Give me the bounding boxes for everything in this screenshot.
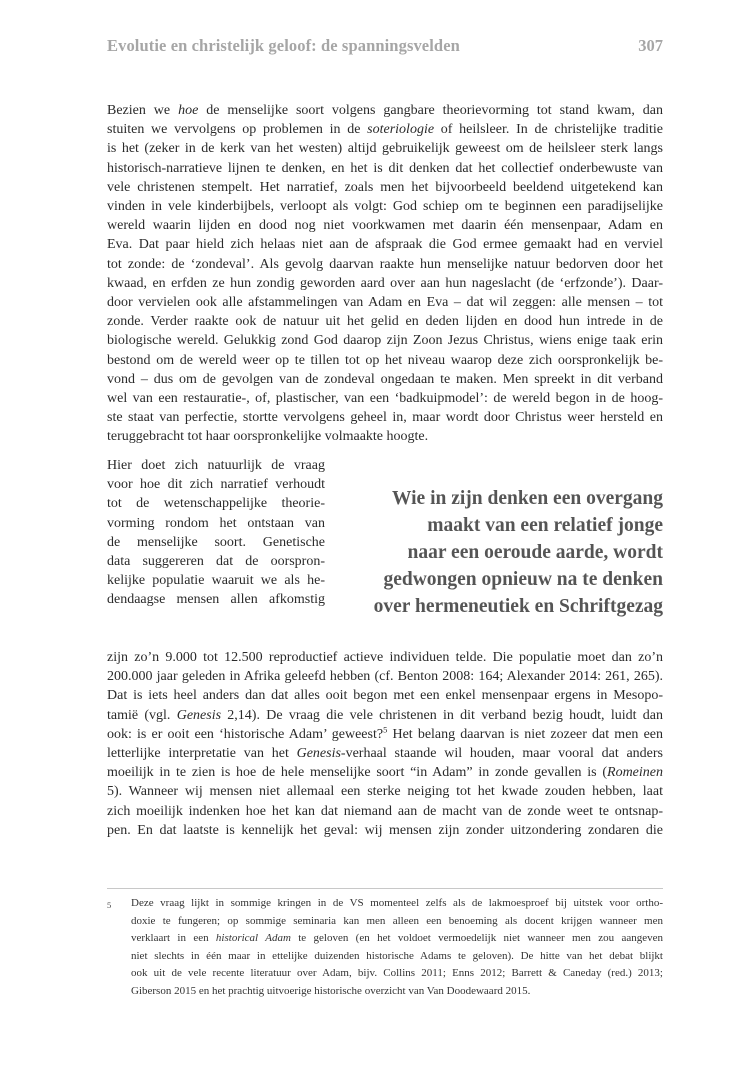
pull-quote-line: naar een oeroude aarde, wordt <box>407 542 663 563</box>
pull-quote <box>345 487 663 627</box>
text-line: moeilijk in te zien is hoe de hele menselijke soort “in Adam” in zonde gevallen is (Romeinen <box>107 765 663 781</box>
text-line: Bezien we hoe de menselijke soort volgens gangbare theorievorming tot stand kwam, dan <box>107 103 663 118</box>
footnote-line: Giberson 2015 en het prachtig uitvoerige historische overzicht van Van Doodewaard 2015. <box>131 985 531 997</box>
text-line: wereld waarin lijden en dood nog niet voorkwamen met daarin één mensenpaar, Adam en <box>107 218 663 234</box>
page-number: 307 <box>638 36 663 55</box>
text-line: data suggereren dat de oorspron- <box>107 554 325 569</box>
footnote-line: doxie te fungeren; op sommige seminaria kan men alleen een benoeming als docent krijgen wanneer men <box>131 914 663 927</box>
text-line: zich moeilijk indenken hoe het kan dat niemand aan de macht van de zonde weet te ontsnap- <box>107 803 663 819</box>
footnote-line: verklaart in een historical Adam te geloven (en het voldoet vermoedelijk niet wanneer men zou aangeven <box>131 932 664 945</box>
text-line: vond – dus om de gevolgen van de zondeval ongedaan te maken. Men spreekt in dit verband <box>107 371 663 387</box>
text-line: 200.000 jaar geleden in Afrika geleefd hebben (cf. Benton 2008: 164; Alexander 2014: 261, 265). <box>107 669 663 685</box>
pull-quote-line: gedwongen opnieuw na te denken <box>383 569 663 590</box>
text-line: kelijke populatie waaruit we als he- <box>107 573 325 589</box>
text-line: tot zonde: de ‘zondeval’. Als gevolg daarvan raakte hun menselijke natuur bedorven door het <box>107 256 663 272</box>
footnote-line: ook uit de vele recente literatuur over Adam, bijv. Collins 2011; Enns 2012; Barrett & Caneday (red.) 2013; <box>131 967 663 980</box>
text-line: kwaad, en erfden ze hun zondig geworden aard over aan hun nageslacht (de ‘erfzonde’). Daar- <box>107 275 663 291</box>
text-line: voor hoe dit zich narratief verhoudt <box>107 477 325 493</box>
footnote-reference[interactable]: 5 <box>383 724 388 735</box>
text-line: tamië (vgl. Genesis 2,14). De vraag die vele christenen in dit verband bezig houdt, luidt dan <box>107 707 663 723</box>
footnote-separator <box>107 888 663 889</box>
text-line: pen. En dat laatste is kennelijk het geval: wij mensen zijn zonder uitzondering zondaren die <box>107 822 663 838</box>
text-line: ste staat van perfectie, stortte vervolgens geheel in, maar wordt door Christus weer hersteld en <box>107 410 663 426</box>
text-line: tot de wetenschappelijke theorie- <box>107 496 325 512</box>
text-line: Hier doet zich natuurlijk de vraag <box>107 458 325 473</box>
text-line: Dat is iets heel anders dan dat alles ooit begon met een enkel mensenpaar ergens in Mesopo- <box>107 688 663 704</box>
text-line: vele christenen stempelt. Het narratief, zoals men het bijvoorbeeld beeldend uitgetekend kan <box>107 179 663 195</box>
footnote-line: Deze vraag lijkt in sommige kringen in de VS momenteel zelfs als de lakmoesproef bij uitstek voor ortho- <box>131 897 663 909</box>
text-line: zijn zo’n 9.000 tot 12.500 reproductief actieve individuen telde. Die populatie moet dan zo’n <box>107 650 663 665</box>
text-line: 5). Wanneer wij mensen niet allemaal een sterke neiging tot het kwade zouden hebben, laat <box>107 784 663 800</box>
text-line: vorming rondom het ontstaan van <box>107 515 325 531</box>
text-line: biologische wereld. Gelukkig zond God daarop zijn Zoon Jezus Christus, wiens enige taak erin <box>107 333 663 349</box>
text-line: stuiten we vervolgens op problemen in de soteriologie of heilsleer. In de christelijke traditie <box>107 122 663 138</box>
pull-quote-line: Wie in zijn denken een overgang <box>391 488 663 509</box>
text-line: ook: is er ooit een ‘historische Adam’ geweest?$^5$ Het belang daarvan is niet zozeer dat men een <box>107 724 663 742</box>
text-line: de menselijke soort. Genetische <box>107 534 325 550</box>
running-title: Evolutie en christelijk geloof: de spanningsvelden <box>107 36 460 55</box>
text-line: Eva. Dat paar hield zich helaas niet aan de afspraak die God ermee gemaakt had en verviel <box>107 237 663 253</box>
text-line: wel van een restauratie-, of, plastischer, van een ‘badkuipmodel’: de wereld begon in de hoog- <box>107 391 663 406</box>
footnote-line: niet slechts in één maar in ettelijke duizenden historische Adams te geloven). De hitte van het debat blijkt <box>131 949 663 962</box>
text-line: historisch-narratieve lijnen te denken, en het is dit denken dat het collectief onderbewuste van <box>107 160 663 176</box>
page-header <box>107 36 663 64</box>
pull-quote-line: over hermeneutiek en Schriftgezag <box>373 596 663 617</box>
text-line: dendaagse mensen allen afkomstig <box>107 592 325 608</box>
text-line: is het (zeker in de kerk van het westen) altijd gebruikelijk geweest om de heilsleer sterk langs <box>107 141 663 157</box>
text-line: zonde. Verder raakte ook de natuur uit het gelid en deden lijden en dood hun intrede in de <box>107 314 663 330</box>
text-line: letterlijke interpretatie van het Genesis-verhaal staande wil houden, maar vooral dat anders <box>107 746 663 761</box>
text-line: bestond om de wereld weer op te tillen tot op het niveau waarop deze zich oorspronkelijk be- <box>107 352 663 368</box>
text-line: door vervielen ook alle afstammelingen van Adam en Eva – dat wil zeggen: alle mensen – tot <box>107 295 663 310</box>
pull-quote-line: maakt van een relatief jonge <box>427 515 663 536</box>
footnote-number: 5 <box>107 900 112 910</box>
text-line: vinden in vele kinderbijbels, verloopt als volgt: God schiep om te beginnen een paradijselijke <box>107 199 663 214</box>
text-line: teruggebracht tot haar oorspronkelijke volmaakte hoogte. <box>107 429 429 445</box>
